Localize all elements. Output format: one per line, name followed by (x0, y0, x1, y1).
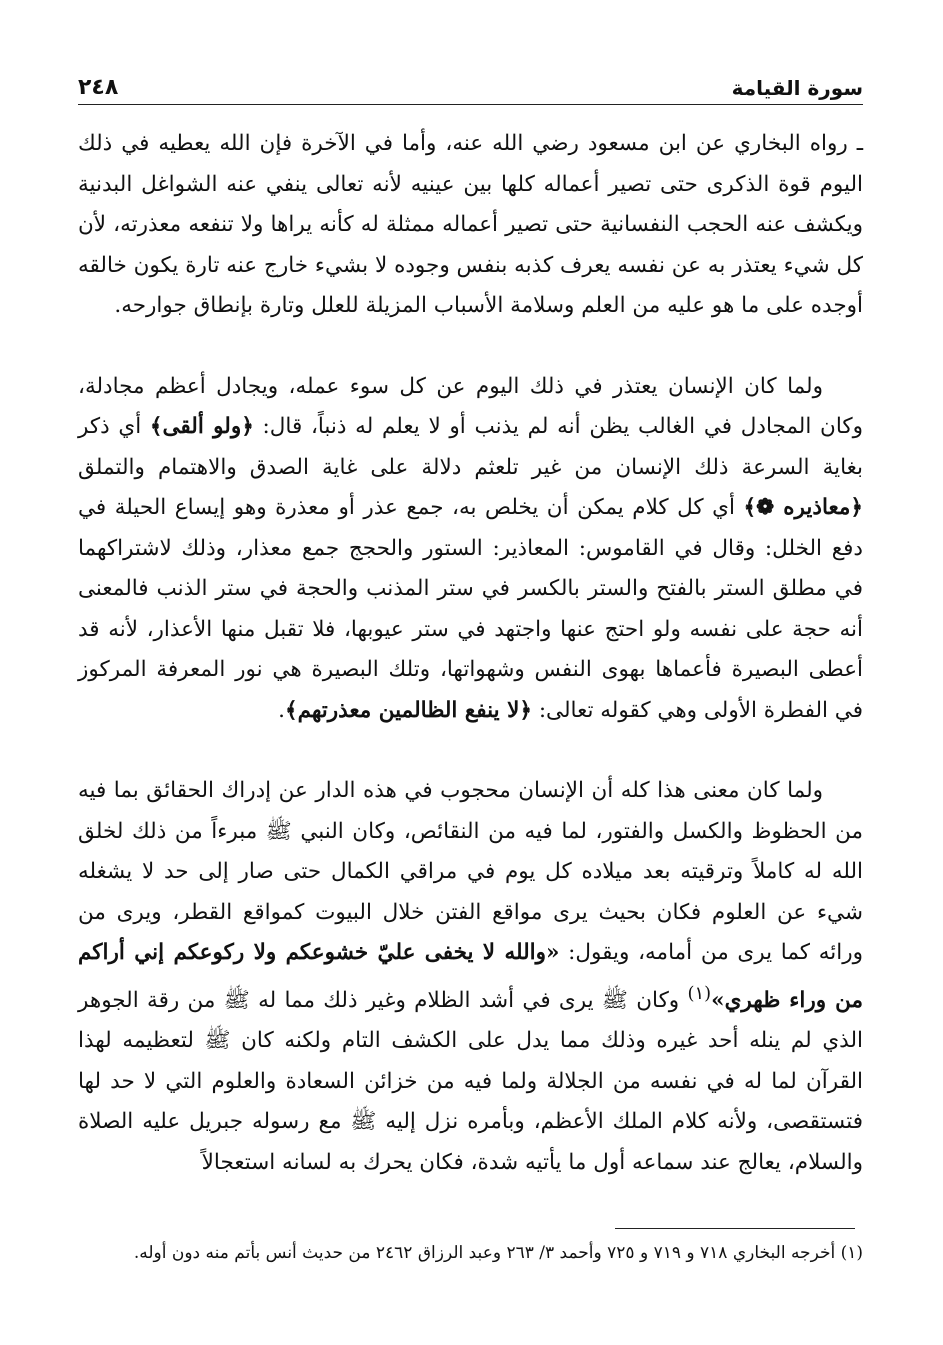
page-number: ٢٤٨ (78, 75, 119, 100)
paragraph-2 (78, 367, 863, 732)
quran-quote-maadhirah: ﴿معاذيره ❁﴾ (743, 495, 863, 520)
quran-quote-wa-law-alqa: ﴿ولو ألقى﴾ (149, 414, 254, 439)
paragraph-2-text-c: أي كل كلام يمكن أن يخلص به، جمع عذر أو معذرة وهو إيساع الحيلة في دفع الخلل: وقال في القاموس: المعاذير: الستور والحجج جمع معذار، وذلك لاشتراكهما في مطلق الستر بالفتح والستر بالكسر في ستر المذنب والحجة في ستر الذنب فالمعنى أنه حجة على نفسه ولو احتج عنها واجتهد في ستر عيوبها، فلا تقبل منها الأعذار، لأنه قد أعطى البصيرة فأعماها بهوى النفس وشهواتها، وتلك البصيرة هي نور المعرفة المركوز في الفطرة الأولى وهي كقوله تعالى: (78, 495, 863, 723)
paragraph-3-text-b: وكان ﷺ يرى في أشد الظلام وغير ذلك مما له ﷺ من رقة الجوهر الذي لم ينله أحد غيره وذلك مما يدل على الكشف التام ولكنه كان ﷺ لتعظيمه لهذا القرآن لما له في نفسه من الجلالة ولما فيه من خزائن السعادة والعلوم التي لا حد لها فتستقصى، ولأنه كلام الملك الأعظم، وبأمره نزل إليه ﷺ مع رسوله جبريل عليه الصلاة والسلام، يعالج عند سماعه أول ما يأتيه شدة، فكان يحرك به لسانه استعجالاً (78, 987, 863, 1175)
paragraph-2-text-b: أي ذكر بغاية السرعة ذلك الإنسان من غير تلعثم دلالة على غاية الصدق والاهتمام والتملق (78, 414, 863, 480)
page-header (78, 68, 863, 105)
footnote-reference: (١) (687, 982, 712, 1004)
paragraph-1-text: ـ رواه البخاري عن ابن مسعود رضي الله عنه، وأما في الآخرة فإن الله يعطيه في ذلك اليوم قوة الذكرى حتى تصير أعماله كلها بين عينيه لأنه تعالى ينفي عنه الشواغل البدنية ويكشف عنه الحجب النفسانية حتى تصير أعماله ممثلة له كأنه يراها ولا تنفعه معذرته، لأن كل شيء يعتذر به عن نفسه يعرف كذبه بنفس وجوده لا بشيء خارج عنه تارة يكون خالقه أوجده على ما هو عليه من العلم وسلامة الأسباب المزيلة للعلل وتارة بإنطاق جوارحه. (78, 131, 863, 318)
footnote-text: (١) أخرجه البخاري ٧١٨ و ٧١٩ و ٧٢٥ وأحمد ٣/ ٢٦٣ وعبد الرزاق ٢٤٦٢ من حديث أنس بأتم منه دون أوله. (133, 1243, 863, 1263)
paragraph-gap (78, 327, 863, 367)
paragraph-gap (78, 731, 863, 771)
footnote-divider (615, 1228, 855, 1229)
paragraph-2-text-d: . (278, 697, 285, 723)
paragraph-1 (78, 124, 863, 327)
quran-quote-la-yanfa: ﴿لا ينفع الظالمين معذرتهم﴾ (284, 697, 532, 723)
paragraph-2-text-a: ولما كان الإنسان يعتذر في ذلك اليوم عن كل سوء عمله، ويجادل أعظم مجادلة، وكان المجادل في الغالب يظن أنه لم يذنب أو لا يعلم له ذنباً، قال: (78, 373, 863, 439)
main-text (78, 124, 863, 1183)
paragraph-3-text-a: ولما كان معنى هذا كله أن الإنسان محجوب في هذه الدار عن إدراك الحقائق بما فيه من الحظوظ والكسل والفتور، لما فيه من النقائص، وكان النبي ﷺ مبرءاً من ذلك لخلق الله له كاملاً وترقيته بعد ميلاده كل يوم في مراقي الكمال حتى صار إلى حد لا يشغله شيء عن العلوم فكان بحيث يرى مواقع الفتن خلال البيوت كمواقع القطر، ويرى من ورائه كما يرى من أمامه، ويقول: (78, 778, 863, 965)
surah-title: سورة القيامة (731, 76, 863, 100)
paragraph-3 (78, 771, 863, 1183)
hadith-quote: «والله لا يخفى عليّ خشوعكم ولا ركوعكم إني أراكم من وراء ظهري» (78, 940, 863, 1013)
footnote (78, 1238, 863, 1269)
